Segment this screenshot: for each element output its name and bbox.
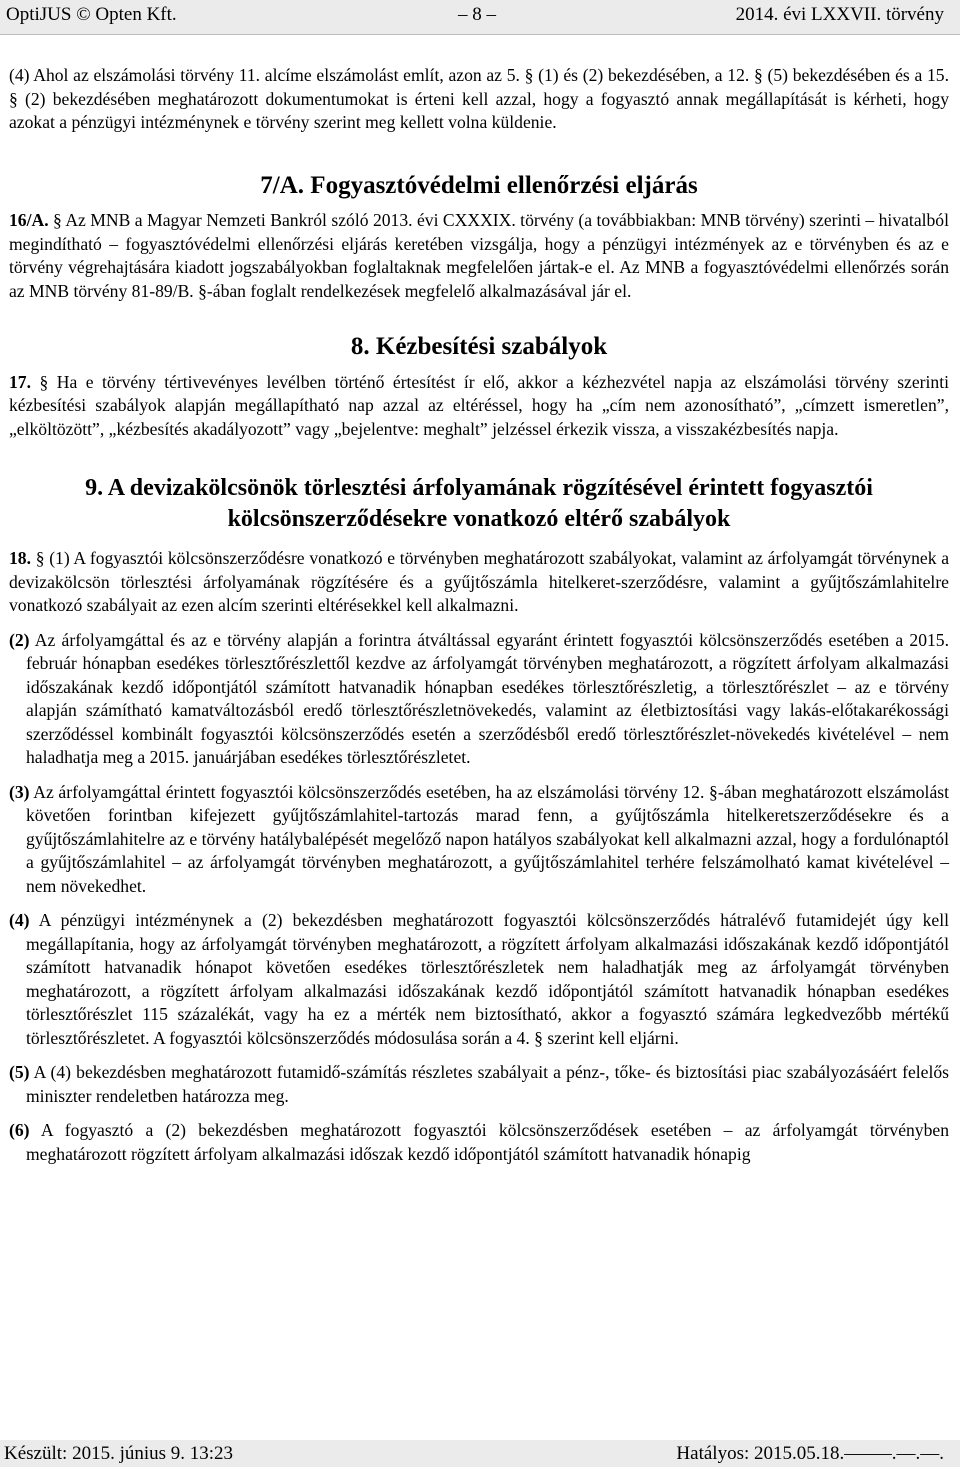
section-18-paragraph-1 [9, 547, 949, 618]
section-9-title-line-2: kölcsönszerződésekre vonatkozó eltérő szabályok [227, 506, 731, 532]
section-16a-text: § Az MNB a Magyar Nemzeti Bankról szóló 2013. évi CXXXIX. törvény (a továbbiakban: MNB törvény) szerinti – hivatalból megindítható – fogyasztóvédelmi ellenőrzési eljárás keretében vizsgálja, hogy a pénzügyi intézmények az e törvényben és az e törvény végrehajtására kiadott jogszabályokban foglaltaknak megfelelően jártak-e el. Az MNB a fogyasztóvédelmi ellenőrzés során az MNB törvény 81-89/B. §-ában foglalt rendelkezések megfelelő alkalmazásával jár el. [9, 210, 949, 301]
section-18-paragraph-3 [9, 781, 949, 899]
header-law-title: 2014. évi LXXVII. törvény [735, 4, 944, 25]
section-17-text: § Ha e törvény tértivevényes levélben történő értesítést ír elő, akkor a kézhezvétel napja az elszámolási törvény szerinti kézbesítési szabályok alapján megállapítható nap azzal az eltéréssel, hogy ha „cím nem azonosítható”, „címzett ismeretlen”, „elköltözött”, „kézbesítés akadályozott” vagy „bejelentve: meghalt” jelzéssel érkezik vissza, a visszakézbesítés napja. [9, 371, 949, 439]
section-18-paragraph-5 [9, 1061, 949, 1108]
paragraph-2-text: Az árfolyamgáttal és az e törvény alapján a forintra átváltással egyaránt érintett fogyasztói kölcsönszerződés esetében a 2015. február hónapban esedékes törlesztőrészlettől kezdve az árfolyamgát törvényben meghatározott, a rögzített árfolyam alkalmazási időszakának kezdő időpontjától számított hatvanadik hónapban esedékes törlesztőrészletig, a törlesztőrészlet – az e törvény alapján számítható kamatváltozásból eredő törlesztőrészletnövekedés, valamint az életbiztosítási vagy lakás-előtakarékossági szerződéssel kombinált fogyasztói kölcsönszerződés esetén a szerződésből eredő törlesztőrészlet-növekedés kivételével – nem haladhatja meg a 2015. januárjában esedékes törlesztőrészletet. [26, 629, 949, 767]
paragraph-3-text: Az árfolyamgáttal érintett fogyasztói kölcsönszerződés esetében, ha az elszámolási törvény 12. §-ában meghatározott elszámolást követően forintban kifejezett gyűjtőszámlahitel-tartozás marad fenn, a gyűjtőszámla hitelkeretszerződésekre és a gyűjtőszámlahitelre az e törvény hatálybalépését megelőző napon hatályos szabályokat kell alkalmazni azzal, hogy a fordulónaptól a gyűjtőszámlahitel – az árfolyamgát törvényben meghatározott, a gyűjtőszámlahitel terhére felszámolható kamat kivételével – nem növekedhet. [26, 781, 949, 896]
paragraph-3-mark: (3) [9, 781, 30, 802]
paragraph-2-mark: (2) [9, 629, 30, 650]
section-9-title-line-1: 9. A devizakölcsönök törlesztési árfolyamának rögzítésével érintett fogyasztói [85, 475, 873, 501]
section-8-title: 8. Kézbesítési szabályok [350, 333, 608, 360]
page-header [0, 0, 960, 35]
paragraph-4-mark: (4) [9, 910, 30, 930]
section-18-p1-text: § (1) A fogyasztói kölcsönszerződésre vonatkozó e törvényben meghatározott szabályokat, valamint az árfolyamgát törvénynek a devizakölcsön törlesztési árfolyamának rögzítésére és a gyűjtőszámla hitelkeret-szerződésre, valamint a gyűjtőszámlahitelre vonatkozó szabályait az ezen alcím szerinti eltérésekkel kell alkalmazni. [9, 548, 950, 615]
section-18-paragraph-4 [9, 909, 949, 1050]
section-18-number: 18. [9, 548, 31, 568]
section-18-paragraph-6 [9, 1119, 949, 1166]
page-footer [0, 1440, 960, 1467]
paragraph-6-text: A fogyasztó a (2) bekezdésben meghatározott fogyasztói kölcsönszerződések esetében – az árfolyamgát törvényben meghatározott rögzített árfolyam alkalmazási időszak kezdő időpontjától számított hatvanadik hónapig [26, 1120, 949, 1164]
section-17 [9, 371, 949, 442]
paragraph-5-mark: (5) [9, 1062, 30, 1082]
paragraph-4-opening: (4) Ahol az elszámolási törvény 11. alcíme elszámolást említ, azon az 5. § (1) és (2) bekezdésében, a 12. § (5) bekezdésében és a 15. § (2) bekezdésében meghatározott dokumentumokat is érteni kell azzal, hogy a fogyasztó annak megállapítását is kérheti, hogy azokat a pénzügyi intézménynek e törvény szerint meg kellett volna küldenie. [9, 65, 949, 132]
paragraph-5-text: A (4) bekezdésben meghatározott futamidő-számítás részletes szabályait a pénz-, tőke- és biztosítási piac szabályozásáért felelős miniszter rendeletben határozza meg. [26, 1062, 949, 1106]
section-18-paragraph-2 [9, 629, 949, 770]
section-17-number: 17. [9, 371, 31, 392]
footer-created: Készült: 2015. június 9. 13:23 [4, 1443, 234, 1464]
paragraph-6-mark: (6) [9, 1120, 30, 1140]
section-7a-title: 7/A. Fogyasztóvédelmi ellenőrzési eljárás [260, 171, 698, 199]
header-publisher: OptiJUS © Opten Kft. [6, 4, 177, 25]
footer-effective: Hatályos: 2015.05.18.–––––.––.––. [676, 1443, 944, 1464]
header-page-number: – 8 – [458, 4, 496, 25]
section-16a-number: 16/A. [9, 210, 49, 230]
paragraph-4-text: A pénzügyi intézménynek a (2) bekezdésben meghatározott fogyasztói kölcsönszerződés hátralévő futamidejét úgy kell megállapítania, hogy az árfolyamgát törvényben meghatározott, a rögzített árfolyam alkalmazási időszakának kezdő időpontjától számított hatvanadik hónapot követően esedékes törlesztőrészletek nem haladhatják meg az árfolyamgát törvényben meghatározott, a rögzített árfolyam alkalmazási időszakának kezdő időpontjától számított hatvanadik hónapban esedékes törlesztőrészlet 115 százalékát, vagy ha ez a mérték nem biztosítható, akkor a fogyasztó számára legkedvezőbb mértékű törlesztőrészletet. A fogyasztói kölcsönszerződés módosulása során a 4. § szerint kell eljárni. [26, 910, 949, 1048]
section-16a [9, 209, 949, 303]
document-body [9, 64, 949, 1166]
